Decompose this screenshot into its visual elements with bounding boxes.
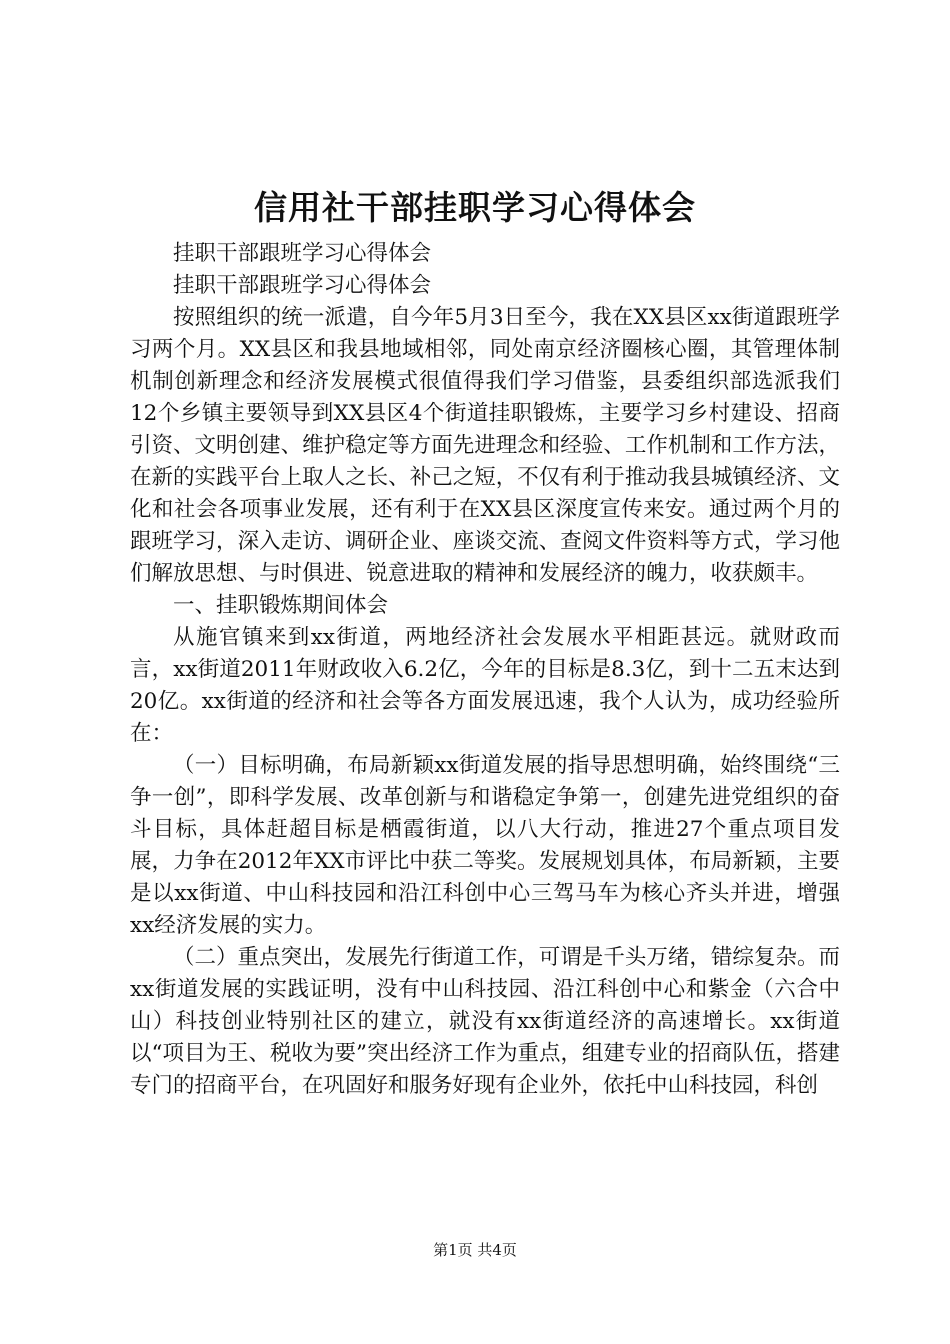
subtitle-line: 挂职干部跟班学习心得体会 [173,273,432,298]
body-paragraph: 按照组织的统一派遣，自今年5月3日至今，我在XX县区xx街道跟班学习两个月。XX县区和我县地域相邻，同处南京经济圈核心圈，其管理体制机制创新理念和经济发展模式很值得我们学习借鉴，县委组织部选派我们12个乡镇主要领导到XX县区4个街道挂职锻炼，主要学习乡村建设、招商引资、文明创建、维护稳定等方面先进理念和经验、工作机制和工作方法，在新的实践平台上取人之长、补己之短，不仅有利于推动我县城镇经济、文化和社会各项事业发展，还有利于在XX县区深度宣传来安。通过两个月的跟班学习，深入走访、调研企业、座谈交流、查阅文件资料等方式，学习他们解放思想、与时俱进、锐意进取的精神和发展经济的魄力，收获颇丰。 [130,305,840,586]
document-body [130,238,840,1102]
body-paragraph: 从施官镇来到xx街道，两地经济社会发展水平相距甚远。就财政而言，xx街道2011年财政收入6.2亿，今年的目标是8.3亿，到十二五末达到20亿。xx街道的经济和社会等各方面发展迅速，我个人认为，成功经验所在： [130,625,840,746]
body-paragraph: （二）重点突出，发展先行街道工作，可谓是千头万绪，错综复杂。而xx街道发展的实践证明，没有中山科技园、沿江科创中心和紫金（六合中山）科技创业特别社区的建立，就没有xx街道经济的高速增长。xx街道以“项目为王、税收为要”突出经济工作为重点，组建专业的招商队伍，搭建专门的招商平台，在巩固好和服务好现有企业外，依托中山科技园，科创 [130,945,840,1098]
subtitle-line: 挂职干部跟班学习心得体会 [173,241,432,266]
section-heading: 一、挂职锻炼期间体会 [173,593,389,618]
document-title: 信用社干部挂职学习心得体会 [254,188,696,227]
body-paragraph: （一）目标明确，布局新颖xx街道发展的指导思想明确，始终围绕“三争一创”，即科学发展、改革创新与和谐稳定争第一，创建先进党组织的奋斗目标，具体赶超目标是栖霞街道，以八大行动，推进27个重点项目发展，力争在2012年XX市评比中获二等奖。发展规划具体，布局新颖，主要是以xx街道、中山科技园和沿江科创中心三驾马车为核心齐头并进，增强xx经济发展的实力。 [130,753,840,938]
page-footer: 第1页 共4页 [433,1241,517,1259]
